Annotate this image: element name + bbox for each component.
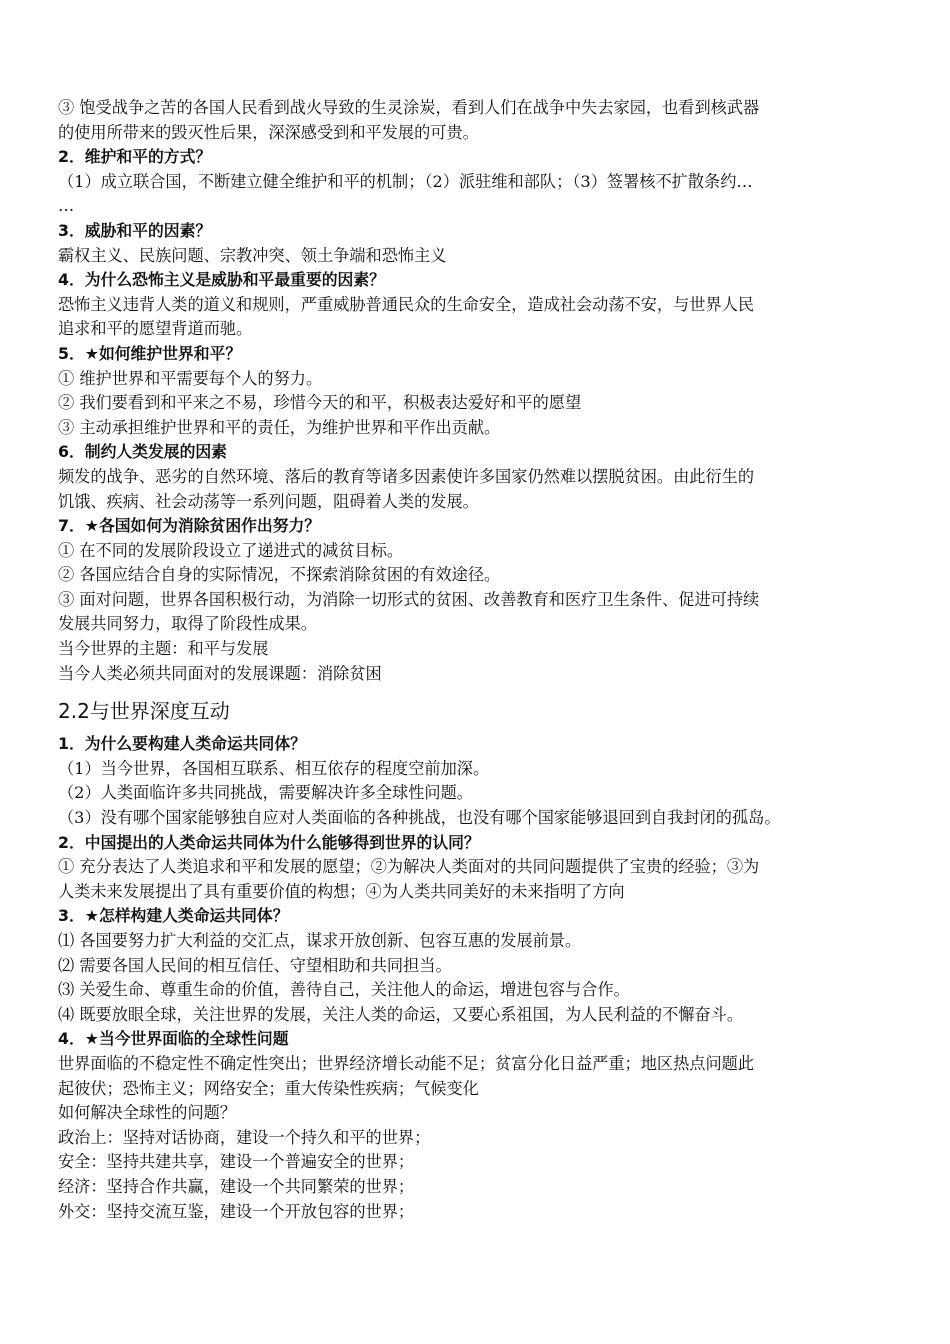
- theme-text: 当今人类必须共同面对的发展课题：消除贫困: [58, 663, 382, 683]
- answer-text: 发展共同努力，取得了阶段性成果。: [58, 614, 317, 634]
- answer-text: ③ 主动承担维护世界和平的责任，为维护世界和平作出贡献。: [58, 417, 501, 437]
- answer-text: ③ 饱受战争之苦的各国人民看到战火导致的生灵涂炭，看到人们在战争中失去家园，也看到核武器: [58, 98, 760, 117]
- answer-text: ⑶ 关爱生命、尊重生命的价值，善待自己，关注他人的命运，增进包容与合作。: [58, 980, 630, 1000]
- answer-text: （1）当今世界，各国相互联系、相互依存的程度空前加深。: [58, 758, 490, 778]
- answer-text: 安全：坚持共建共享，建设一个普遍安全的世界；: [58, 1152, 415, 1172]
- answer-text: ⑵ 需要各国人民间的相互信任、守望相助和共同担当。: [58, 955, 452, 975]
- theme-text: 当今世界的主题：和平与发展: [58, 639, 269, 659]
- question-heading: 3．★怎样构建人类命运共同体？: [58, 906, 289, 926]
- question-heading: 3．威胁和平的因素？: [58, 220, 212, 240]
- question-heading: 5．★如何维护世界和平？: [58, 343, 242, 363]
- question-heading: 4．★当今世界面临的全球性问题: [58, 1029, 289, 1049]
- answer-text: （3）没有哪个国家能够独自应对人类面临的各种挑战，也没有哪个国家能够退回到自我封闭的孤岛。: [58, 808, 781, 828]
- answer-text: ① 在不同的发展阶段设立了递进式的减贫目标。: [58, 540, 404, 560]
- answer-text: …: [58, 196, 75, 216]
- answer-text: 如何解决全球性的问题？: [58, 1103, 237, 1123]
- section-title: 2.2与世界深度互动: [58, 699, 230, 724]
- answer-text: ③ 面对问题，世界各国积极行动，为消除一切形式的贫困、改善教育和医疗卫生条件、促进可持续: [58, 589, 760, 609]
- document-page: [58, 96, 898, 1224]
- answer-text: 恐怖主义违背人类的道义和规则，严重威胁普通民众的生命安全，造成社会动荡不安，与世界人民: [58, 294, 755, 314]
- answer-text: ① 充分表达了人类追求和平和发展的愿望；②为解决人类面对的共同问题提供了宝贵的经验；③为: [58, 857, 760, 877]
- question-heading: 6．制约人类发展的因素: [58, 442, 227, 462]
- answer-text: 人类未来发展提出了具有重要价值的构想；④为人类共同美好的未来指明了方向: [58, 881, 625, 901]
- question-heading: 1．为什么要构建人类命运共同体？: [58, 734, 306, 754]
- answer-text: ① 维护世界和平需要每个人的努力。: [58, 368, 323, 388]
- answer-text: 政治上：坚持对话协商，建设一个持久和平的世界；: [58, 1127, 431, 1147]
- answer-text: （1）成立联合国，不断建立健全维护和平的机制；（2）派驻维和部队；（3）签署核不扩散条约…: [58, 171, 753, 191]
- answer-text: ⑴ 各国要努力扩大利益的交汇点，谋求开放创新、包容互惠的发展前景。: [58, 931, 582, 950]
- answer-text: （2）人类面临许多共同挑战，需要解决许多全球性问题。: [58, 783, 473, 803]
- question-heading: 4．为什么恐怖主义是威胁和平最重要的因素？: [58, 270, 385, 290]
- answer-text: 外交：坚持交流互鉴，建设一个开放包容的世界；: [58, 1201, 415, 1221]
- question-heading: 7．★各国如何为消除贫困作出努力？: [58, 516, 321, 536]
- question-heading: 2．中国提出的人类命运共同体为什么能够得到世界的认同？: [58, 832, 480, 852]
- answer-text: 的使用所带来的毁灭性后果，深深感受到和平发展的可贵。: [58, 122, 479, 142]
- answer-text: 频发的战争、恶劣的自然环境、落后的教育等诸多因素使许多国家仍然难以摆脱贫困。由此衍生的: [58, 466, 755, 486]
- answer-text: ② 我们要看到和平来之不易，珍惜今天的和平，积极表达爱好和平的愿望: [58, 393, 582, 413]
- answer-text: ⑷ 既要放眼全球，关注世界的发展，关注人类的命运，又要心系祖国，为人民利益的不懈奋斗。: [58, 1004, 744, 1024]
- answer-text: 追求和平的愿望背道而驰。: [58, 319, 253, 339]
- answer-text: 经济：坚持合作共赢，建设一个共同繁荣的世界；: [58, 1176, 415, 1196]
- answer-text: 世界面临的不稳定性不确定性突出；世界经济增长动能不足；贫富分化日益严重；地区热点问题此: [58, 1053, 755, 1073]
- answer-text: 霸权主义、民族问题、宗教冲突、领土争端和恐怖主义: [58, 245, 447, 265]
- answer-text: 起彼伏；恐怖主义；网络安全；重大传染性疾病；气候变化: [58, 1078, 479, 1098]
- question-heading: 2．维护和平的方式？: [58, 147, 212, 167]
- answer-text: ② 各国应结合自身的实际情况，不探索消除贫困的有效途径。: [58, 565, 501, 585]
- answer-text: 饥饿、疾病、社会动荡等一系列问题，阻碍着人类的发展。: [58, 491, 479, 511]
